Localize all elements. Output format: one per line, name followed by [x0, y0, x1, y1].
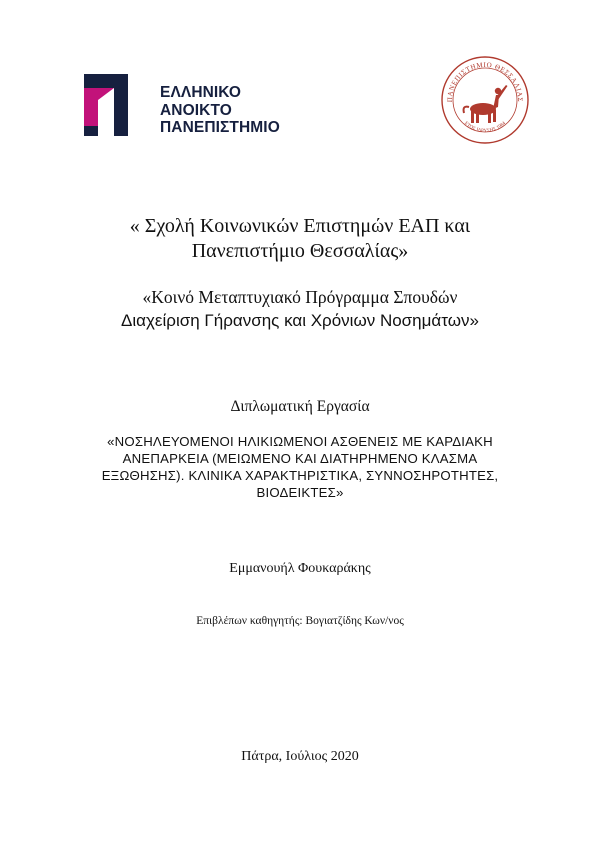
eap-logo-line: ΑΝΟΙΚΤΟ	[160, 101, 232, 119]
eap-logo-text	[160, 84, 280, 137]
svg-text:ΕΤΟΣ ΙΔΡΥΣΗΣ 1984: ΕΤΟΣ ΙΔΡΥΣΗΣ 1984	[462, 121, 508, 135]
eap-logo-line: ΠΑΝΕΠΙΣΤΗΜΙΟ	[160, 119, 280, 136]
centaur-icon	[464, 85, 508, 123]
thesis-title-line: ΕΞΩΘΗΣΗΣ). ΚΛΙΝΙΚΑ ΧΑΡΑΚΤΗΡΙΣΤΙΚΑ, ΣΥΝΝΟΣΗΡΟΤΗΤΕΣ,	[101, 468, 499, 483]
thesis-title-line: ΑΝΕΠΑΡΚΕΙΑ (ΜΕΙΩΜΕΝΟ ΚΑΙ ΔΙΑΤΗΡΗΜΕΝΟ ΚΛΑΣΜΑ	[122, 451, 478, 466]
school-title-line-2: Πανεπιστήμιο Θεσσαλίας»	[191, 240, 409, 262]
author-name: Εμμανουήλ Φουκαράκης	[229, 561, 371, 576]
uth-seal-logo	[440, 55, 530, 145]
thesis-title-line: ΒΙΟΔΕΙΚΤΕΣ»	[256, 485, 344, 500]
school-title-line-1: « Σχολή Κοινωνικών Επιστημών ΕΑΠ και	[129, 215, 471, 237]
thesis-title-line: «ΝΟΣΗΛΕΥΟΜΕΝΟΙ ΗΛΙΚΙΩΜΕΝΟΙ ΑΣΘΕΝΕΙΣ ΜΕ ΚΑΡΔΙΑΚΗ	[107, 434, 493, 449]
supervisor: Επιβλέπων καθηγητής: Βογιατζίδης Κων/νος	[196, 615, 404, 627]
thesis-label: Διπλωματική Εργασία	[230, 398, 370, 415]
program-title-line-1: «Κοινό Μεταπτυχιακό Πρόγραμμα Σπουδών	[142, 287, 458, 307]
svg-text:ΠΑΝΕΠΙΣΤΗΜΙΟ ΘΕΣΣΑΛΙΑΣ: ΠΑΝΕΠΙΣΤΗΜΙΟ ΘΕΣΣΑΛΙΑΣ	[445, 60, 525, 103]
thesis-title	[96, 433, 504, 501]
eap-logo-line: ΕΛΛΗΝΙΚΟ	[160, 84, 242, 101]
place-date: Πάτρα, Ιούλιος 2020	[241, 749, 359, 764]
program-title-line-2: Διαχείριση Γήρανσης και Χρόνιων Νοσημάτων»	[121, 311, 479, 330]
